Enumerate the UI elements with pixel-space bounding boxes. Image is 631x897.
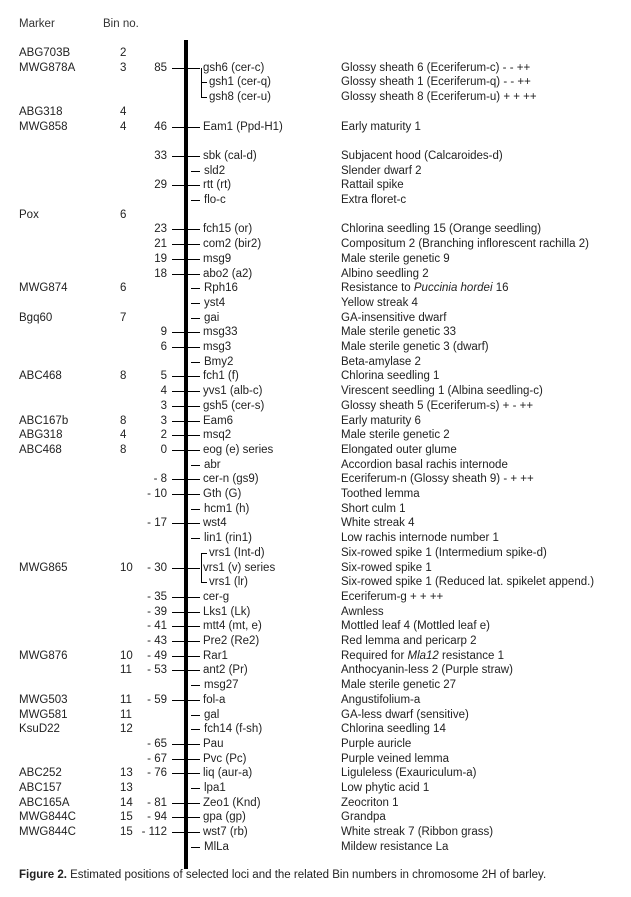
trait-description: Liguleless (Exauriculum-a)	[341, 767, 477, 779]
locus-tick	[172, 523, 200, 524]
position-value: - 81	[147, 797, 167, 809]
marker-name: MWG878A	[19, 62, 76, 74]
bin-number: 12	[120, 723, 133, 735]
locus-tick	[191, 171, 200, 172]
locus-row	[0, 722, 631, 736]
bin-number: 8	[120, 415, 127, 427]
locus-tick	[172, 568, 200, 569]
trait-text: 16	[492, 282, 509, 294]
bin-number: 11	[120, 694, 132, 706]
marker-name: Bgq60	[19, 312, 53, 324]
gene-symbol: sbk (cal-d)	[203, 150, 257, 162]
gene-symbol: wst4	[203, 517, 227, 529]
gene-symbol: Bmy2	[204, 356, 234, 368]
trait-description: Low rachis internode number 1	[341, 532, 499, 544]
gene-symbol: abr	[204, 459, 221, 471]
locus-row	[0, 193, 631, 207]
bin-number: 10	[120, 562, 133, 574]
trait-description: Chlorina seedling 1	[341, 370, 440, 382]
gene-symbol: vrs1 (v) series	[203, 562, 276, 574]
locus-tick	[191, 362, 200, 363]
locus-tick	[191, 729, 200, 730]
position-value: - 76	[147, 767, 167, 779]
locus-row	[0, 105, 631, 119]
gene-symbol: Zeo1 (Knd)	[203, 797, 261, 809]
trait-description: Chlorina seedling 14	[341, 723, 446, 735]
locus-row	[0, 575, 631, 589]
locus-row	[0, 752, 631, 766]
trait-description: Eceriferum-n (Glossy sheath 9) - + ++	[341, 473, 534, 485]
trait-description: Mildew resistance La	[341, 841, 449, 853]
gene-symbol: gsh5 (cer-s)	[203, 400, 265, 412]
locus-tick	[191, 847, 200, 848]
locus-row	[0, 458, 631, 472]
gene-symbol: com2 (bir2)	[203, 238, 262, 250]
locus-row	[0, 384, 631, 398]
locus-tick	[172, 421, 200, 422]
locus-tick	[191, 200, 200, 201]
locus-row	[0, 678, 631, 692]
position-value: 3	[160, 400, 167, 412]
marker-name: MWG876	[19, 650, 68, 662]
bin-number: 15	[120, 811, 133, 823]
trait-description: Early maturity 1	[341, 121, 421, 133]
locus-row	[0, 222, 631, 236]
trait-description: Beta-amylase 2	[341, 356, 421, 368]
locus-tick	[172, 406, 200, 407]
gene-symbol: msg33	[203, 326, 238, 338]
locus-tick	[172, 670, 200, 671]
position-value: - 17	[147, 517, 167, 529]
position-value: - 43	[147, 635, 167, 647]
trait-description: Six-rowed spike 1 (Reduced lat. spikelet append.)	[341, 576, 595, 588]
gene-symbol: Pre2 (Re2)	[203, 635, 260, 647]
gene-symbol: yst4	[204, 297, 226, 309]
position-value: - 94	[147, 811, 167, 823]
gene-symbol: lpa1	[204, 782, 226, 794]
position-value: 4	[160, 385, 167, 397]
position-value: 3	[160, 415, 167, 427]
locus-tick	[191, 715, 200, 716]
locus-row	[0, 796, 631, 810]
trait-description: Male sterile genetic 3 (dwarf)	[341, 341, 489, 353]
trait-description: Glossy sheath 1 (Eceriferum-q) - - ++	[341, 76, 531, 88]
locus-row	[0, 252, 631, 266]
locus-row	[0, 590, 631, 604]
locus-row	[0, 237, 631, 251]
locus-tick	[172, 229, 200, 230]
trait-description: White streak 7 (Ribbon grass)	[341, 826, 494, 838]
marker-name: ABG318	[19, 429, 63, 441]
marker-name: ABG318	[19, 106, 63, 118]
locus-tick	[191, 288, 200, 289]
trait-description: Angustifolium-a	[341, 694, 421, 706]
locus-tick	[172, 494, 200, 495]
trait-description	[341, 281, 509, 295]
locus-row	[0, 634, 631, 648]
trait-description: Glossy sheath 5 (Eceriferum-s) + - ++	[341, 400, 534, 412]
bin-number: 10	[120, 650, 133, 662]
locus-row	[0, 149, 631, 163]
position-value: - 39	[147, 606, 167, 618]
marker-name: ABG703B	[19, 47, 71, 59]
locus-row	[0, 605, 631, 619]
locus-tick	[172, 817, 200, 818]
trait-description: Virescent seedling 1 (Albina seedling-c)	[341, 385, 543, 397]
locus-row	[0, 90, 631, 104]
gene-symbol: yvs1 (alb-c)	[203, 385, 263, 397]
locus-row	[0, 120, 631, 134]
bin-number: 8	[120, 370, 127, 382]
position-value: - 112	[141, 826, 167, 838]
locus-row	[0, 708, 631, 722]
trait-description: Yellow streak 4	[341, 297, 418, 309]
trait-description: Accordion basal rachis internode	[341, 459, 508, 471]
gene-symbol: wst7 (rb)	[203, 826, 248, 838]
locus-row	[0, 75, 631, 89]
locus-row	[0, 296, 631, 310]
trait-description: Extra floret-c	[341, 194, 407, 206]
marker-column-header: Marker	[19, 18, 55, 30]
gene-symbol: Rph16	[204, 282, 238, 294]
gene-symbol: vrs1 (Int-d)	[209, 547, 265, 559]
trait-description	[341, 649, 504, 663]
locus-row	[0, 531, 631, 545]
locus-tick	[172, 803, 200, 804]
locus-row	[0, 399, 631, 413]
gene-symbol: sld2	[204, 165, 226, 177]
position-value: - 67	[147, 753, 167, 765]
trait-description: Male sterile genetic 33	[341, 326, 457, 338]
gene-symbol: gpa (gp)	[203, 811, 246, 823]
locus-tick	[191, 509, 200, 510]
locus-tick	[191, 685, 200, 686]
position-value: 29	[154, 179, 167, 191]
locus-tick	[172, 332, 200, 333]
gene-symbol: gsh6 (cer-c)	[203, 62, 265, 74]
caption-text: Estimated positions of selected loci and the related Bin numbers in chromosome 2H of barley.	[66, 869, 547, 881]
locus-row	[0, 325, 631, 339]
locus-row	[0, 502, 631, 516]
gene-symbol: gsh1 (cer-q)	[209, 76, 271, 88]
locus-group-bracket	[201, 68, 202, 98]
locus-tick	[191, 788, 200, 789]
locus-row	[0, 472, 631, 486]
gene-symbol: ant2 (Pr)	[203, 664, 248, 676]
locus-tick	[172, 773, 200, 774]
bin-number: 11	[120, 709, 132, 721]
locus-tick	[172, 700, 200, 701]
locus-row	[0, 281, 631, 295]
locus-group-bracket	[201, 553, 202, 583]
position-value: 2	[160, 429, 167, 441]
position-value: 21	[154, 238, 167, 250]
gene-symbol: mtt4 (mt, e)	[203, 620, 262, 632]
trait-description: Eceriferum-g + + ++	[341, 591, 444, 603]
locus-row	[0, 781, 631, 795]
trait-description: Glossy sheath 8 (Eceriferum-u) + + ++	[341, 91, 537, 103]
position-value: 18	[154, 268, 167, 280]
gene-symbol: cer-n (gs9)	[203, 473, 259, 485]
marker-name: ABC157	[19, 782, 62, 794]
locus-row	[0, 766, 631, 780]
locus-tick	[172, 450, 200, 451]
gene-symbol: Gth (G)	[203, 488, 242, 500]
gene-symbol: MlLa	[204, 841, 229, 853]
trait-text: resistance 1	[438, 650, 505, 662]
marker-name: MWG865	[19, 562, 68, 574]
marker-name: ABC165A	[19, 797, 70, 809]
position-value: 6	[160, 341, 167, 353]
gene-symbol: fch1 (f)	[203, 370, 239, 382]
bin-column-header: Bin no.	[103, 18, 139, 30]
locus-tick	[172, 744, 200, 745]
gene-symbol: msg27	[204, 679, 239, 691]
position-value: 85	[154, 62, 167, 74]
locus-tick	[191, 318, 200, 319]
position-value: 33	[154, 150, 167, 162]
locus-tick	[172, 376, 200, 377]
position-value: 46	[154, 121, 167, 133]
trait-description: Short culm 1	[341, 503, 406, 515]
position-value: 19	[154, 253, 167, 265]
position-value: 9	[160, 326, 167, 338]
locus-tick	[172, 435, 200, 436]
gene-symbol: rtt (rt)	[203, 179, 232, 191]
locus-row	[0, 840, 631, 854]
locus-tick	[191, 465, 200, 466]
trait-description: Subjacent hood (Calcaroides-d)	[341, 150, 503, 162]
trait-italic-text: Mla12	[407, 650, 439, 662]
locus-tick	[172, 626, 200, 627]
bin-number: 6	[120, 282, 127, 294]
marker-name: KsuD22	[19, 723, 60, 735]
trait-description: Glossy sheath 6 (Eceriferum-c) - - ++	[341, 62, 531, 74]
trait-description: Early maturity 6	[341, 415, 421, 427]
marker-name: Pox	[19, 209, 39, 221]
gene-symbol: lin1 (rin1)	[204, 532, 252, 544]
trait-description: Slender dwarf 2	[341, 165, 422, 177]
position-value: - 49	[147, 650, 167, 662]
trait-description: Zeocriton 1	[341, 797, 399, 809]
bin-number: 4	[120, 429, 127, 441]
trait-description: GA-less dwarf (sensitive)	[341, 709, 469, 721]
locus-row	[0, 443, 631, 457]
locus-tick	[172, 185, 200, 186]
marker-name: MWG503	[19, 694, 68, 706]
locus-tick	[191, 538, 200, 539]
gene-symbol: Pau	[203, 738, 224, 750]
locus-row	[0, 487, 631, 501]
gene-symbol: fol-a	[203, 694, 226, 706]
gene-symbol: msq2	[203, 429, 232, 441]
marker-name: MWG858	[19, 121, 68, 133]
trait-description: Elongated outer glume	[341, 444, 457, 456]
locus-tick	[172, 479, 200, 480]
locus-tick	[172, 641, 200, 642]
gene-symbol: msg9	[203, 253, 232, 265]
locus-tick	[172, 68, 200, 69]
marker-name: MWG874	[19, 282, 68, 294]
locus-tick	[172, 391, 200, 392]
bin-number: 4	[120, 106, 127, 118]
locus-tick	[172, 156, 200, 157]
gene-symbol: gal	[204, 709, 220, 721]
marker-name: ABC468	[19, 370, 62, 382]
locus-tick	[172, 347, 200, 348]
bin-number: 3	[120, 62, 127, 74]
trait-description: Grandpa	[341, 811, 386, 823]
locus-tick	[172, 832, 200, 833]
gene-symbol: fch15 (or)	[203, 223, 253, 235]
locus-row	[0, 693, 631, 707]
trait-description: Awnless	[341, 606, 384, 618]
bin-number: 13	[120, 767, 133, 779]
trait-description: White streak 4	[341, 517, 415, 529]
locus-row	[0, 134, 631, 148]
locus-row	[0, 663, 631, 677]
trait-text: Required for	[341, 650, 408, 662]
gene-symbol: eog (e) series	[203, 444, 274, 456]
trait-italic-text: Puccinia hordei	[413, 282, 493, 294]
bin-number: 8	[120, 444, 127, 456]
locus-row	[0, 208, 631, 222]
locus-row	[0, 649, 631, 663]
locus-tick	[172, 656, 200, 657]
position-value: 0	[160, 444, 167, 456]
gene-symbol: fch14 (f-sh)	[204, 723, 263, 735]
gene-symbol: Pvc (Pc)	[203, 753, 247, 765]
position-value: - 10	[147, 488, 167, 500]
position-value: - 30	[147, 562, 167, 574]
gene-symbol: Lks1 (Lk)	[203, 606, 251, 618]
caption-label: Figure 2.	[19, 869, 67, 881]
locus-row	[0, 46, 631, 60]
locus-tick	[172, 127, 200, 128]
trait-description: GA-insensitive dwarf	[341, 312, 447, 324]
gene-symbol: abo2 (a2)	[203, 268, 253, 280]
position-value: - 65	[147, 738, 167, 750]
locus-row	[0, 164, 631, 178]
locus-row	[0, 810, 631, 824]
gene-symbol: vrs1 (lr)	[209, 576, 248, 588]
gene-symbol: gai	[204, 312, 220, 324]
figure-caption	[19, 869, 546, 881]
trait-description: Anthocyanin-less 2 (Purple straw)	[341, 664, 513, 676]
gene-symbol: gsh8 (cer-u)	[209, 91, 271, 103]
locus-row	[0, 311, 631, 325]
position-value: - 35	[147, 591, 167, 603]
gene-symbol: liq (aur-a)	[203, 767, 253, 779]
locus-tick	[172, 244, 200, 245]
locus-tick	[172, 259, 200, 260]
bin-number: 15	[120, 826, 133, 838]
trait-description: Purple veined lemma	[341, 753, 450, 765]
gene-symbol: Rar1	[203, 650, 228, 662]
locus-row	[0, 737, 631, 751]
bin-number: 6	[120, 209, 127, 221]
trait-description: Rattail spike	[341, 179, 404, 191]
bin-number: 13	[120, 782, 133, 794]
locus-tick	[191, 303, 200, 304]
trait-text: Resistance to	[341, 282, 414, 294]
trait-description: Male sterile genetic 27	[341, 679, 457, 691]
gene-symbol: Eam6	[203, 415, 234, 427]
trait-description: Compositum 2 (Branching inflorescent rachilla 2)	[341, 238, 589, 250]
locus-row	[0, 414, 631, 428]
marker-name: ABC252	[19, 767, 62, 779]
trait-description: Toothed lemma	[341, 488, 420, 500]
position-value: - 41	[147, 620, 167, 632]
locus-row	[0, 178, 631, 192]
position-value: - 59	[147, 694, 167, 706]
trait-description: Purple auricle	[341, 738, 412, 750]
locus-row	[0, 61, 631, 75]
locus-row	[0, 546, 631, 560]
locus-row	[0, 825, 631, 839]
gene-symbol: flo-c	[204, 194, 226, 206]
trait-description: Male sterile genetic 2	[341, 429, 450, 441]
gene-symbol: Eam1 (Ppd-H1)	[203, 121, 283, 133]
locus-row	[0, 340, 631, 354]
locus-row	[0, 516, 631, 530]
bin-number: 4	[120, 121, 127, 133]
trait-description: Red lemma and pericarp 2	[341, 635, 477, 647]
bin-number: 14	[120, 797, 133, 809]
position-value: 5	[160, 370, 167, 382]
marker-name: MWG844C	[19, 826, 76, 838]
gene-symbol: msg3	[203, 341, 232, 353]
bin-number: 7	[120, 312, 127, 324]
trait-description: Six-rowed spike 1	[341, 562, 432, 574]
locus-tick	[172, 612, 200, 613]
gene-symbol: hcm1 (h)	[204, 503, 250, 515]
locus-row	[0, 369, 631, 383]
marker-name: MWG581	[19, 709, 68, 721]
trait-description: Male sterile genetic 9	[341, 253, 450, 265]
bin-number: 2	[120, 47, 127, 59]
trait-description: Mottled leaf 4 (Mottled leaf e)	[341, 620, 490, 632]
position-value: - 8	[153, 473, 167, 485]
marker-name: ABC167b	[19, 415, 69, 427]
locus-tick	[172, 274, 200, 275]
trait-description: Albino seedling 2	[341, 268, 429, 280]
locus-row	[0, 428, 631, 442]
locus-tick	[172, 597, 200, 598]
marker-name: MWG844C	[19, 811, 76, 823]
locus-tick	[172, 759, 200, 760]
locus-row	[0, 355, 631, 369]
bin-number: 11	[120, 664, 132, 676]
trait-description: Chlorina seedling 15 (Orange seedling)	[341, 223, 542, 235]
locus-row	[0, 267, 631, 281]
trait-description: Six-rowed spike 1 (Intermedium spike-d)	[341, 547, 547, 559]
position-value: - 53	[147, 664, 167, 676]
gene-symbol: cer-g	[203, 591, 230, 603]
locus-row	[0, 619, 631, 633]
position-value: 23	[154, 223, 167, 235]
trait-description: Low phytic acid 1	[341, 782, 430, 794]
marker-name: ABC468	[19, 444, 62, 456]
locus-row	[0, 561, 631, 575]
